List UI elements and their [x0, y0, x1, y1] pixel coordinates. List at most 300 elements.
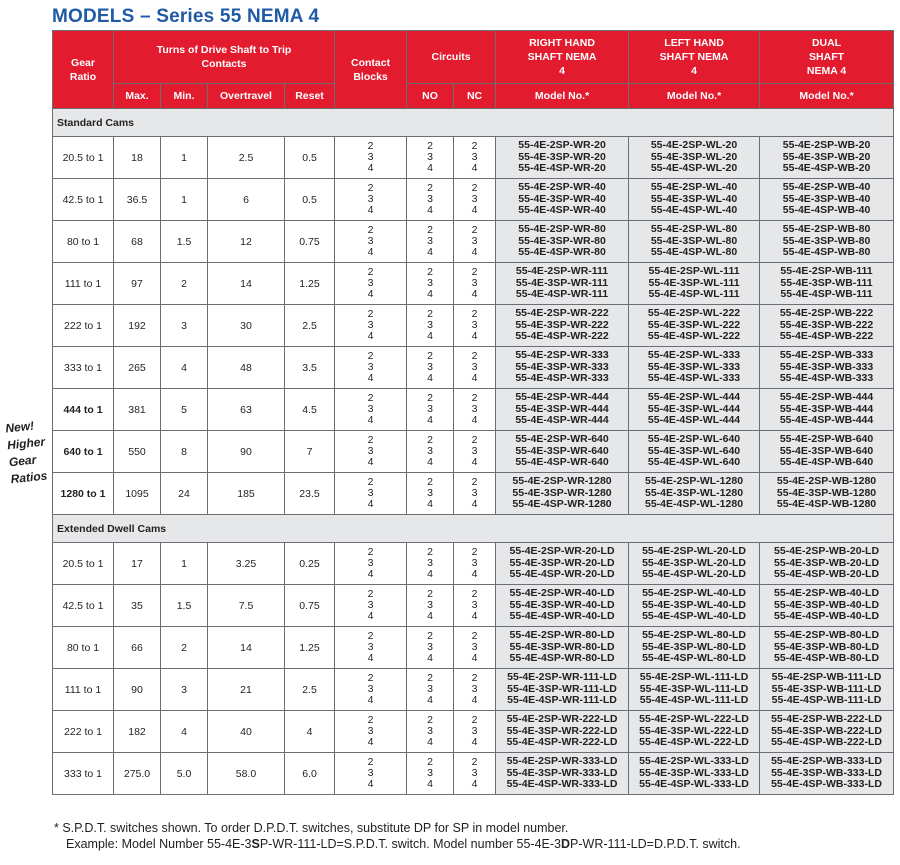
contact-blocks-cell-line: 3 — [367, 151, 374, 164]
lh-model-cell-line: 55-4E-3SP-WL-222 — [647, 318, 741, 331]
lh-model-cell — [629, 473, 760, 515]
circuits-no-cell-line: 3 — [427, 403, 433, 416]
circuits-no-cell-line: 2 — [427, 476, 433, 489]
contact-blocks-cell — [335, 711, 407, 753]
circuits-nc-cell-line: 2 — [471, 714, 478, 727]
circuits-no-cell-line: 4 — [427, 735, 433, 748]
contact-blocks-cell-line: 2 — [367, 546, 374, 559]
rh-model-cell-line: 55-4E-3SP-WR-640 — [515, 444, 609, 457]
dual-model-cell-line: 55-4E-4SP-WB-640 — [779, 456, 874, 469]
dual-model-cell — [760, 711, 894, 753]
circuits-no-cell — [407, 347, 454, 389]
contact-blocks-cell — [335, 473, 407, 515]
lh-model-cell-line: 55-4E-3SP-WL-80-LD — [642, 640, 746, 653]
circuits-nc-cell-line: 4 — [471, 245, 478, 258]
lh-model-cell-line: 55-4E-3SP-WL-444 — [647, 402, 741, 415]
rh-model-cell-line: 55-4E-2SP-WR-40 — [518, 181, 606, 194]
lh-model-cell-line: 55-4E-4SP-WL-222-LD — [639, 736, 749, 749]
dual-model-cell-line: 55-4E-4SP-WB-20-LD — [774, 568, 880, 581]
dual-model-cell-line: 55-4E-2SP-WB-640 — [779, 433, 874, 446]
dual-model-cell-line: 55-4E-2SP-WB-111 — [780, 265, 873, 278]
rh-model-cell-line: 55-4E-4SP-WR-640 — [515, 456, 609, 469]
dual-model-cell — [760, 389, 894, 431]
rh-model-cell — [496, 263, 629, 305]
dual-model-cell-line: 55-4E-4SP-WB-80-LD — [774, 652, 880, 665]
lh-model-cell-line: 55-4E-3SP-WL-333 — [647, 360, 741, 373]
circuits-nc-cell-line: 4 — [471, 735, 478, 748]
lh-model-cell-line: 55-4E-3SP-WL-40 — [650, 192, 738, 205]
rh-model-cell-line: 55-4E-2SP-WR-333 — [515, 349, 609, 362]
circuits-no-cell-line: 4 — [427, 497, 433, 510]
table-row — [53, 543, 894, 585]
dual-model-cell-line: 55-4E-2SP-WB-333 — [779, 349, 874, 362]
circuits-nc-cell-line: 3 — [471, 361, 478, 374]
reset-cell: 2.5 — [285, 669, 335, 711]
overtravel-cell: 30 — [208, 305, 285, 347]
dual-model-cell-line: 55-4E-3SP-WB-20-LD — [774, 556, 880, 569]
circuits-nc-cell — [454, 263, 496, 305]
dual-model-cell-line: 55-4E-3SP-WB-333-LD — [771, 766, 882, 779]
page-title: MODELS – Series 55 NEMA 4 — [52, 6, 320, 27]
circuits-nc-cell-line: 3 — [471, 235, 478, 248]
contact-blocks-cell-line: 4 — [367, 455, 374, 468]
lh-model-cell — [629, 221, 760, 263]
dual-model-no-header: Model No.* — [760, 84, 894, 109]
dual-model-cell — [760, 263, 894, 305]
circuits-nc-cell-line: 2 — [471, 476, 478, 489]
circuits-nc-cell-line: 3 — [471, 683, 478, 696]
dual-model-cell-line: 55-4E-4SP-WB-40-LD — [774, 610, 880, 623]
gear-ratio-cell: 222 to 1 — [53, 711, 114, 753]
dual-model-cell-line: 55-4E-4SP-WB-1280 — [776, 498, 877, 511]
contact-blocks-cell-line: 2 — [367, 476, 374, 489]
max-cell: 381 — [114, 389, 161, 431]
contact-blocks-cell — [335, 179, 407, 221]
max-cell: 1095 — [114, 473, 161, 515]
max-cell: 36.5 — [114, 179, 161, 221]
circuits-no-cell-line: 2 — [427, 392, 433, 405]
rh-model-cell-line: 55-4E-4SP-WR-222-LD — [506, 736, 618, 749]
circuits-no-cell — [407, 585, 454, 627]
table-row — [53, 753, 894, 795]
circuits-nc-cell-line: 3 — [471, 487, 478, 500]
contact-blocks-cell-line: 3 — [367, 725, 374, 738]
lh-model-cell — [629, 543, 760, 585]
lh-model-cell-line: 55-4E-4SP-WL-111-LD — [639, 694, 749, 707]
circuits-nc-cell-line: 4 — [471, 329, 478, 342]
circuits-no-cell — [407, 431, 454, 473]
note-line: Gear — [8, 452, 37, 470]
circuits-no-cell-line: 3 — [427, 445, 433, 458]
rh-model-cell-line: 55-4E-4SP-WR-333 — [515, 372, 609, 385]
lh-model-cell — [629, 179, 760, 221]
max-cell: 97 — [114, 263, 161, 305]
max-cell: 18 — [114, 137, 161, 179]
circuits-no-cell — [407, 221, 454, 263]
rh-model-cell-line: 55-4E-2SP-WR-333-LD — [506, 755, 618, 768]
contact-blocks-cell-line: 3 — [367, 361, 374, 374]
lh-model-cell-line: 55-4E-4SP-WL-444 — [647, 414, 741, 427]
lh-model-cell-line: 55-4E-4SP-WL-40-LD — [642, 610, 746, 623]
dual-model-cell — [760, 585, 894, 627]
max-cell: 17 — [114, 543, 161, 585]
dual-model-cell-line: 55-4E-4SP-WB-222-LD — [771, 736, 882, 749]
contact-blocks-cell-line: 4 — [367, 371, 374, 384]
contact-blocks-cell-line: 2 — [367, 308, 374, 321]
rh-model-cell-line: 55-4E-3SP-WR-1280 — [512, 486, 612, 499]
rh-model-cell — [496, 179, 629, 221]
circuits-no-cell — [407, 305, 454, 347]
contact-blocks-cell-line: 3 — [367, 277, 374, 290]
circuits-nc-cell-line: 4 — [471, 413, 478, 426]
rh-model-cell — [496, 543, 629, 585]
rh-model-cell-line: 55-4E-3SP-WR-40 — [518, 192, 606, 205]
circuits-no-cell-line: 2 — [427, 266, 433, 279]
circuits-no-cell-line: 2 — [427, 434, 433, 447]
note-line: Ratios — [10, 468, 48, 487]
dual-model-cell-line: 55-4E-2SP-WB-1280 — [776, 475, 877, 488]
circuits-nc-cell-line: 4 — [471, 287, 478, 300]
rh-model-cell-line: 55-4E-3SP-WR-444 — [515, 402, 609, 415]
circuits-nc-cell-line: 3 — [471, 767, 478, 780]
rh-model-cell-line: 55-4E-2SP-WR-20-LD — [509, 545, 615, 558]
lh-model-cell-line: 55-4E-4SP-WL-640 — [647, 456, 741, 469]
contact-blocks-cell-line: 2 — [367, 266, 374, 279]
section-title: Extended Dwell Cams — [53, 515, 894, 543]
lh-model-cell-line: 55-4E-2SP-WL-222-LD — [639, 713, 749, 726]
lh-model-cell-line: 55-4E-4SP-WL-80 — [650, 246, 738, 259]
rh-model-cell — [496, 669, 629, 711]
nc-header: NC — [454, 84, 496, 109]
rh-model-cell-line: 55-4E-4SP-WR-111-LD — [507, 694, 617, 707]
dual-model-cell-line: 55-4E-3SP-WB-222 — [779, 318, 874, 331]
rh-model-cell-line: 55-4E-2SP-WR-80 — [518, 223, 606, 236]
contact-blocks-cell-line: 4 — [367, 245, 374, 258]
circuits-no-cell-line: 3 — [427, 557, 433, 570]
circuits-nc-cell-line: 4 — [471, 203, 478, 216]
table-row — [53, 137, 894, 179]
rh-model-cell-line: 55-4E-3SP-WR-80-LD — [509, 640, 615, 653]
circuits-no-cell-line: 4 — [427, 161, 433, 174]
footnote-line-2 — [54, 836, 741, 852]
section-title: Standard Cams — [53, 109, 894, 137]
contact-blocks-cell-line: 4 — [367, 609, 374, 622]
dual-model-cell-line: 55-4E-4SP-WB-444 — [779, 414, 874, 427]
contact-blocks-cell — [335, 221, 407, 263]
circuits-nc-cell-line: 2 — [471, 308, 478, 321]
lh-model-cell-line: 55-4E-2SP-WL-333-LD — [639, 755, 749, 768]
max-cell: 68 — [114, 221, 161, 263]
contact-blocks-cell-line: 2 — [367, 630, 374, 643]
rh-model-cell — [496, 221, 629, 263]
circuits-no-cell — [407, 263, 454, 305]
overtravel-cell: 48 — [208, 347, 285, 389]
gear-ratio-cell: 222 to 1 — [53, 305, 114, 347]
circuits-no-cell-line: 2 — [427, 224, 433, 237]
contact-blocks-cell-line: 4 — [367, 413, 374, 426]
circuits-nc-cell-line: 2 — [471, 392, 478, 405]
min-cell: 4 — [161, 347, 208, 389]
lh-model-cell-line: 55-4E-2SP-WL-640 — [647, 433, 741, 446]
contact-blocks-cell-line: 3 — [367, 403, 374, 416]
lh-model-cell-line: 55-4E-3SP-WL-333-LD — [639, 766, 749, 779]
min-cell: 1.5 — [161, 221, 208, 263]
contact-blocks-cell-line: 2 — [367, 140, 374, 153]
contact-blocks-cell-line: 4 — [367, 777, 374, 790]
circuits-no-cell — [407, 543, 454, 585]
lh-model-cell — [629, 753, 760, 795]
footnote-emphasis: D — [561, 837, 571, 851]
rh-model-cell-line: 55-4E-2SP-WR-111-LD — [507, 671, 617, 684]
contact-blocks-cell-line: 3 — [367, 487, 374, 500]
circuits-nc-cell-line: 3 — [471, 277, 478, 290]
contact-blocks-cell — [335, 347, 407, 389]
circuits-nc-cell-line: 2 — [471, 224, 478, 237]
rh-model-cell-line: 55-4E-2SP-WR-444 — [515, 391, 609, 404]
min-cell: 1.5 — [161, 585, 208, 627]
reset-cell: 0.75 — [285, 221, 335, 263]
circuits-nc-cell-line: 4 — [471, 567, 478, 580]
circuits-nc-cell — [454, 585, 496, 627]
dual-model-cell-line: 55-4E-4SP-WB-80 — [782, 246, 871, 259]
circuits-nc-cell-line: 2 — [471, 434, 478, 447]
lh-model-cell — [629, 137, 760, 179]
circuits-nc-cell-line: 4 — [471, 609, 478, 622]
overtravel-cell: 14 — [208, 627, 285, 669]
circuits-no-cell — [407, 473, 454, 515]
circuits-nc-cell-line: 4 — [471, 693, 478, 706]
circuits-nc-cell-line: 2 — [471, 756, 478, 769]
gear-ratio-cell: 80 to 1 — [53, 627, 114, 669]
circuits-no-cell-line: 2 — [427, 350, 433, 363]
rh-model-cell-line: 55-4E-3SP-WR-20 — [518, 150, 606, 163]
contact-blocks-cell-line: 4 — [367, 735, 374, 748]
reset-cell: 23.5 — [285, 473, 335, 515]
dual-model-cell-line: 55-4E-2SP-WB-222-LD — [771, 713, 882, 726]
reset-cell: 0.5 — [285, 179, 335, 221]
circuits-no-cell-line: 3 — [427, 487, 433, 500]
table-row — [53, 431, 894, 473]
dual-model-cell-line: 55-4E-4SP-WB-111 — [780, 288, 873, 301]
circuits-nc-cell-line: 4 — [471, 651, 478, 664]
dual-model-cell — [760, 221, 894, 263]
lh-model-cell-line: 55-4E-4SP-WL-333-LD — [639, 778, 749, 791]
section-row — [53, 109, 894, 137]
lh-model-no-header: Model No.* — [629, 84, 760, 109]
circuits-nc-cell — [454, 221, 496, 263]
circuits-no-cell-line: 4 — [427, 413, 433, 426]
circuits-no-cell-line: 2 — [427, 672, 433, 685]
min-cell: 1 — [161, 137, 208, 179]
circuits-nc-cell-line: 4 — [471, 455, 478, 468]
rh-model-cell — [496, 389, 629, 431]
lh-model-cell-line: 55-4E-2SP-WL-333 — [647, 349, 741, 362]
footnote — [54, 820, 741, 852]
contact-blocks-cell-line: 2 — [367, 434, 374, 447]
max-header: Max. — [114, 84, 161, 109]
lh-model-cell-line: 55-4E-2SP-WL-444 — [647, 391, 741, 404]
rh-model-cell-line: 55-4E-2SP-WR-222 — [515, 307, 609, 320]
rh-model-cell-line: 55-4E-2SP-WR-40-LD — [509, 587, 615, 600]
circuits-nc-cell-line: 3 — [471, 151, 478, 164]
table-row — [53, 305, 894, 347]
circuits-nc-cell-line: 4 — [471, 497, 478, 510]
lh-model-cell — [629, 389, 760, 431]
reset-cell: 1.25 — [285, 627, 335, 669]
rh-model-cell-line: 55-4E-4SP-WR-111 — [515, 288, 609, 301]
rh-model-cell-line: 55-4E-4SP-WR-333-LD — [506, 778, 618, 791]
contact-blocks-cell-line: 2 — [367, 392, 374, 405]
circuits-nc-cell-line: 2 — [471, 672, 478, 685]
new-higher-gear-ratios-note — [5, 416, 58, 488]
contact-blocks-cell-line: 4 — [367, 497, 374, 510]
lh-model-cell — [629, 305, 760, 347]
dual-model-cell-line: 55-4E-4SP-WB-40 — [782, 204, 871, 217]
rh-model-cell — [496, 585, 629, 627]
circuits-no-cell-line: 3 — [427, 767, 433, 780]
contact-blocks-cell-line: 2 — [367, 182, 374, 195]
gear-ratio-cell: 42.5 to 1 — [53, 179, 114, 221]
section-row — [53, 515, 894, 543]
dual-model-cell-line: 55-4E-2SP-WB-20-LD — [774, 545, 880, 558]
rh-model-cell-line: 55-4E-3SP-WR-111-LD — [507, 682, 617, 695]
rh-model-cell — [496, 347, 629, 389]
circuits-no-cell-line: 4 — [427, 329, 433, 342]
rh-model-cell-line: 55-4E-2SP-WR-1280 — [512, 475, 612, 488]
circuits-no-cell-line: 4 — [427, 567, 433, 580]
rh-model-cell-line: 55-4E-3SP-WR-222-LD — [506, 724, 618, 737]
min-cell: 24 — [161, 473, 208, 515]
circuits-no-cell-line: 4 — [427, 203, 433, 216]
circuits-nc-cell-line: 3 — [471, 557, 478, 570]
contact-blocks-cell — [335, 263, 407, 305]
turns-header: Turns of Drive Shaft to Trip Contacts — [114, 31, 335, 84]
max-cell: 275.0 — [114, 753, 161, 795]
circuits-nc-cell — [454, 753, 496, 795]
contact-blocks-cell — [335, 753, 407, 795]
lh-model-cell-line: 55-4E-3SP-WL-640 — [647, 444, 741, 457]
lh-model-cell — [629, 263, 760, 305]
circuits-nc-cell — [454, 389, 496, 431]
max-cell: 35 — [114, 585, 161, 627]
lh-model-cell-line: 55-4E-2SP-WL-80-LD — [642, 629, 746, 642]
dual-model-cell-line: 55-4E-4SP-WB-333 — [779, 372, 874, 385]
lh-model-cell-line: 55-4E-2SP-WL-111-LD — [639, 671, 749, 684]
min-cell: 2 — [161, 627, 208, 669]
rh-model-cell-line: 55-4E-3SP-WR-222 — [515, 318, 609, 331]
table-row — [53, 389, 894, 431]
table-row — [53, 669, 894, 711]
gear-ratio-cell: 444 to 1 — [53, 389, 114, 431]
lh-model-cell-line: 55-4E-3SP-WL-40-LD — [642, 598, 746, 611]
circuits-no-cell-line: 2 — [427, 308, 433, 321]
contact-blocks-cell — [335, 389, 407, 431]
reset-cell: 0.25 — [285, 543, 335, 585]
dual-model-cell-line: 55-4E-3SP-WB-1280 — [776, 486, 877, 499]
max-cell: 265 — [114, 347, 161, 389]
circuits-nc-cell-line: 3 — [471, 319, 478, 332]
circuits-nc-cell-line: 2 — [471, 588, 478, 601]
rh-model-cell — [496, 711, 629, 753]
circuits-nc-cell-line: 4 — [471, 161, 478, 174]
lh-model-cell-line: 55-4E-2SP-WL-222 — [647, 307, 741, 320]
reset-cell: 3.5 — [285, 347, 335, 389]
circuits-no-cell-line: 3 — [427, 641, 433, 654]
lh-model-cell-line: 55-4E-2SP-WL-20-LD — [642, 545, 746, 558]
reset-cell: 1.25 — [285, 263, 335, 305]
circuits-header: Circuits — [407, 31, 496, 84]
rh-model-cell-line: 55-4E-4SP-WR-80-LD — [509, 652, 615, 665]
min-cell: 3 — [161, 669, 208, 711]
models-table — [52, 30, 894, 795]
lh-model-cell-line: 55-4E-4SP-WL-1280 — [645, 498, 744, 511]
rh-model-cell-line: 55-4E-4SP-WR-20 — [518, 162, 606, 175]
overtravel-cell: 3.25 — [208, 543, 285, 585]
max-cell: 66 — [114, 627, 161, 669]
contact-blocks-cell — [335, 431, 407, 473]
contact-blocks-cell-line: 4 — [367, 651, 374, 664]
dual-model-cell-line: 55-4E-3SP-WB-80 — [782, 234, 871, 247]
lh-model-cell-line: 55-4E-4SP-WL-222 — [647, 330, 741, 343]
lh-model-cell-line: 55-4E-2SP-WL-40 — [650, 181, 738, 194]
min-cell: 1 — [161, 179, 208, 221]
circuits-nc-cell — [454, 347, 496, 389]
rh-model-cell-line: 55-4E-4SP-WR-444 — [515, 414, 609, 427]
overtravel-cell: 7.5 — [208, 585, 285, 627]
table-row — [53, 179, 894, 221]
lh-model-cell-line: 55-4E-2SP-WL-20 — [650, 139, 738, 152]
circuits-no-cell — [407, 137, 454, 179]
overtravel-cell: 12 — [208, 221, 285, 263]
circuits-no-cell-line: 3 — [427, 725, 433, 738]
rh-model-cell-line: 55-4E-4SP-WR-222 — [515, 330, 609, 343]
lh-model-cell-line: 55-4E-4SP-WL-40 — [650, 204, 738, 217]
rh-model-cell-line: 55-4E-2SP-WR-640 — [515, 433, 609, 446]
circuits-nc-cell — [454, 711, 496, 753]
gear-ratio-cell: 20.5 to 1 — [53, 137, 114, 179]
contact-blocks-cell-line: 2 — [367, 588, 374, 601]
rh-model-cell-line: 55-4E-3SP-WR-333 — [515, 360, 609, 373]
rh-model-cell-line: 55-4E-3SP-WR-20-LD — [509, 556, 615, 569]
contact-blocks-cell — [335, 305, 407, 347]
circuits-nc-cell-line: 4 — [471, 777, 478, 790]
circuits-nc-cell-line: 3 — [471, 641, 478, 654]
table-row — [53, 711, 894, 753]
max-cell: 192 — [114, 305, 161, 347]
rh-model-cell-line: 55-4E-3SP-WR-111 — [515, 276, 609, 289]
dual-model-cell-line: 55-4E-3SP-WB-222-LD — [771, 724, 882, 737]
circuits-nc-cell-line: 2 — [471, 630, 478, 643]
max-cell: 90 — [114, 669, 161, 711]
gear-ratio-cell: 640 to 1 — [53, 431, 114, 473]
circuits-no-cell-line: 4 — [427, 777, 433, 790]
circuits-no-cell-line: 3 — [427, 235, 433, 248]
dual-model-cell — [760, 137, 894, 179]
dual-model-cell-line: 55-4E-2SP-WB-20 — [782, 139, 871, 152]
circuits-no-cell-line: 3 — [427, 319, 433, 332]
overtravel-cell: 63 — [208, 389, 285, 431]
dual-model-cell-line: 55-4E-2SP-WB-111-LD — [771, 671, 882, 684]
lh-model-cell-line: 55-4E-3SP-WL-1280 — [645, 486, 744, 499]
contact-blocks-cell-line: 2 — [367, 756, 374, 769]
circuits-no-cell — [407, 669, 454, 711]
lh-model-cell — [629, 627, 760, 669]
circuits-no-cell-line: 2 — [427, 588, 433, 601]
dual-model-cell-line: 55-4E-2SP-WB-80-LD — [774, 629, 880, 642]
rh-model-cell-line: 55-4E-2SP-WR-222-LD — [506, 713, 618, 726]
circuits-no-cell-line: 2 — [427, 714, 433, 727]
circuits-nc-cell-line: 4 — [471, 371, 478, 384]
